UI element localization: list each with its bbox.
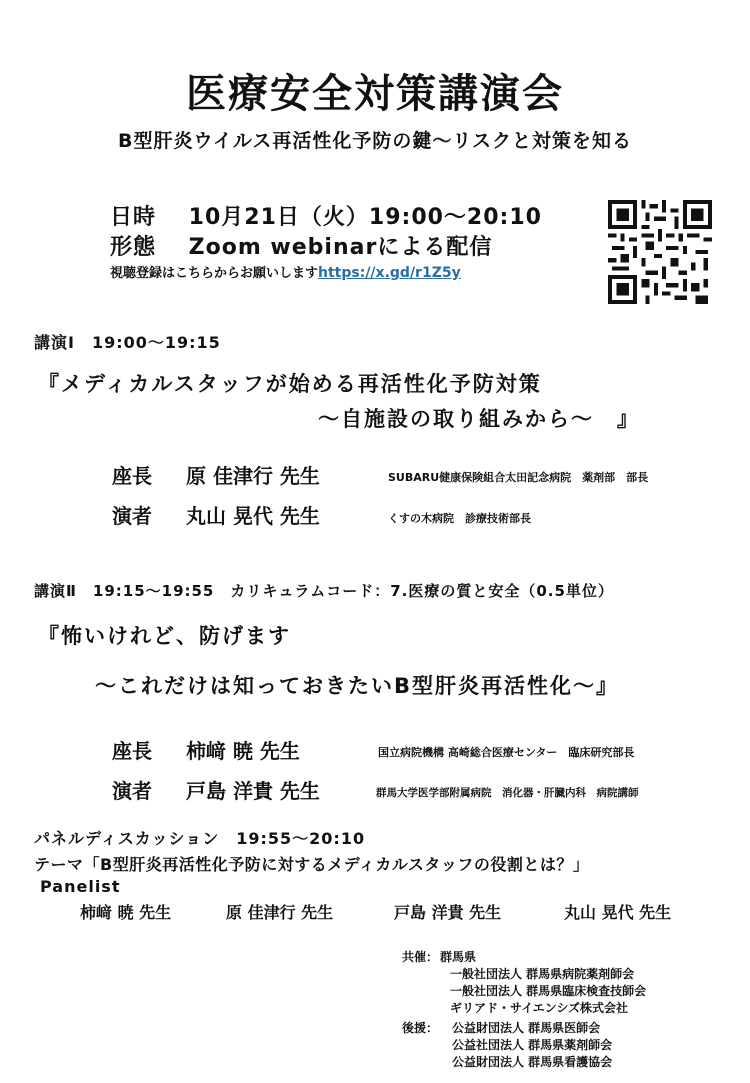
panelist-name: 柿﨑 暁 先生	[80, 903, 172, 922]
speaker-affiliation: くすの木病院 診療技術部長	[388, 512, 531, 525]
host-item: ギリアド・サイエンシズ株式会社	[450, 1001, 629, 1015]
speaker-affiliation: 群馬大学医学部附属病院 消化器・肝臓内科 病院講師	[376, 787, 639, 799]
lecture2-speaker-row	[112, 775, 320, 804]
host-item: 一般社団法人 群馬県臨床検査技師会	[450, 984, 647, 998]
qr-code-icon[interactable]	[608, 200, 712, 304]
page-subtitle: B型肝炎ウイルス再活性化予防の鍵～リスクと対策を知る	[118, 130, 632, 152]
date-value: 10月21日（火）19:00～20:10	[188, 205, 542, 230]
date-line	[110, 200, 542, 231]
host-label: 共催：	[402, 950, 439, 964]
speaker-role: 演者	[112, 779, 152, 803]
registration-link[interactable]: https://x.gd/r1Z5y	[318, 265, 461, 281]
supporter-item: 公益社団法人 群馬県薬剤師会	[452, 1038, 613, 1052]
speaker-name: 丸山 晃代 先生	[186, 504, 320, 528]
lecture2-chair-row	[112, 735, 300, 764]
host-item: 一般社団法人 群馬県病院薬剤師会	[450, 967, 635, 981]
format-value: Zoom webinarによる配信	[188, 235, 493, 260]
format-label: 形態	[110, 235, 157, 260]
lecture2-title-line1: 『怖いけれど、防げます	[38, 624, 291, 648]
chair-name: 原 佳津行 先生	[186, 464, 320, 488]
chair-role: 座長	[112, 739, 152, 763]
speaker-name: 戸島 洋貴 先生	[186, 779, 320, 803]
lecture1-header: 講演Ⅰ 19:00～19:15	[34, 333, 221, 352]
date-label: 日時	[110, 205, 157, 230]
page-title: 医療安全対策講演会	[186, 71, 564, 117]
format-line	[110, 230, 492, 261]
lecture2-header: 講演Ⅱ 19:15～19:55 カリキュラムコード：7.医療の質と安全（0.5単位）	[34, 582, 614, 600]
panel-theme: テーマ「B型肝炎再活性化予防に対するメディカルスタッフの役割とは？」	[34, 855, 590, 874]
speaker-role: 演者	[112, 504, 152, 528]
panelist-name: 丸山 晃代 先生	[564, 903, 672, 922]
panelist-name: 原 佳津行 先生	[226, 903, 334, 922]
panel-header: パネルディスカッション 19:55～20:10	[34, 829, 366, 848]
panelist-name: 戸島 洋貴 先生	[394, 903, 502, 922]
host-item: 群馬県	[440, 950, 477, 964]
lecture1-chair-row	[112, 460, 320, 489]
supporter-item: 公益財団法人 群馬県看護協会	[452, 1055, 613, 1069]
registration-line	[110, 262, 461, 281]
supporter-item: 公益財団法人 群馬県医師会	[452, 1021, 601, 1035]
registration-text: 視聴登録はこちらからお願いします	[110, 266, 319, 281]
chair-affiliation: SUBARU健康保険組合太田記念病院 薬剤部 部長	[388, 471, 649, 484]
support-label: 後援：	[402, 1021, 439, 1035]
chair-name: 柿﨑 暁 先生	[186, 739, 300, 763]
chair-role: 座長	[112, 464, 152, 488]
chair-affiliation: 国立病院機構 高崎総合医療センター 臨床研究部長	[378, 746, 635, 759]
lecture2-title-line2: ～これだけは知っておきたいB型肝炎再活性化～』	[95, 674, 620, 698]
lecture1-title-line2: ～自施設の取り組みから～ 』	[318, 407, 640, 431]
lecture1-title-line1: 『メディカルスタッフが始める再活性化予防対策	[38, 372, 542, 396]
panelist-label: Panelist	[40, 877, 121, 896]
lecture1-speaker-row	[112, 500, 320, 529]
